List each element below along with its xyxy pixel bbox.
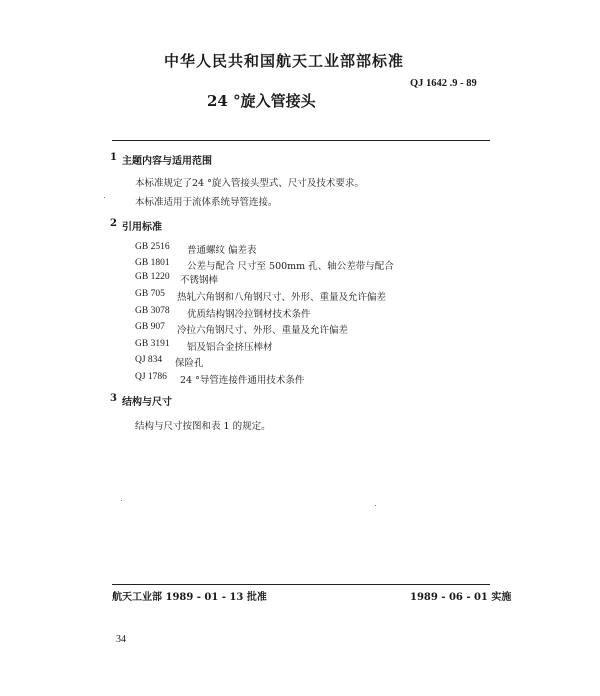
reference-title: 热轧六角钢和八角钢尺寸、外形、重量及允许偏差 xyxy=(177,292,387,303)
section-3-paragraph-1: 结构与尺寸按图和表 1 的规定。 xyxy=(135,421,271,432)
reference-code: GB 3191 xyxy=(135,339,170,349)
document-title: 24 °旋入管接头 xyxy=(207,92,316,110)
reference-code: QJ 1786 xyxy=(135,372,167,382)
reference-title: 冷拉六角钢尺寸、外形、重量及允许偏差 xyxy=(177,325,349,336)
reference-title: 公差与配合 尺寸至 500mm 孔、轴公差带与配合 xyxy=(187,261,394,272)
reference-title: 不锈钢棒 xyxy=(180,275,219,286)
approval-date: 航天工业部 1989 - 01 - 13 批准 xyxy=(112,592,267,603)
section-2-heading: 引用标准 xyxy=(122,222,162,233)
section-1-paragraph-2: 本标准适用于流体系统导管连接。 xyxy=(135,197,278,208)
header-rule xyxy=(112,140,490,141)
reference-code: GB 2516 xyxy=(135,242,170,252)
page-number: 34 xyxy=(116,634,126,645)
reference-code: GB 1220 xyxy=(135,272,170,282)
reference-title: 铝及铝合金挤压棒材 xyxy=(187,342,273,353)
section-3-heading: 结构与尺寸 xyxy=(122,397,172,408)
reference-title: 优质结构钢冷拉钢材技术条件 xyxy=(187,309,311,320)
standard-code: QJ 1642 .9 - 89 xyxy=(410,78,477,89)
reference-title: 保险孔 xyxy=(175,358,204,369)
reference-code: QJ 834 xyxy=(135,355,163,365)
section-1-number: 1 xyxy=(110,152,117,163)
scan-speck xyxy=(375,505,376,506)
reference-title: 普通螺纹 偏差表 xyxy=(187,245,257,256)
reference-code: GB 3078 xyxy=(135,306,170,316)
effective-date: 1989 - 06 - 01 实施 xyxy=(410,592,512,603)
reference-code: GB 907 xyxy=(135,322,165,332)
scan-speck xyxy=(121,500,122,501)
section-1-paragraph-1: 本标准规定了24 °旋入管接头型式、尺寸及技术要求。 xyxy=(135,178,364,189)
section-1-heading: 主题内容与适用范围 xyxy=(122,156,212,167)
issuing-authority: 中华人民共和国航天工业部部标准 xyxy=(164,52,405,70)
reference-title: 24 °导管连接件通用技术条件 xyxy=(180,375,305,386)
reference-code: GB 1801 xyxy=(135,258,170,268)
reference-code: GB 705 xyxy=(135,289,165,299)
section-3-number: 3 xyxy=(110,393,117,404)
section-2-number: 2 xyxy=(110,218,117,229)
footer-rule xyxy=(112,584,490,585)
scan-speck xyxy=(104,197,105,198)
